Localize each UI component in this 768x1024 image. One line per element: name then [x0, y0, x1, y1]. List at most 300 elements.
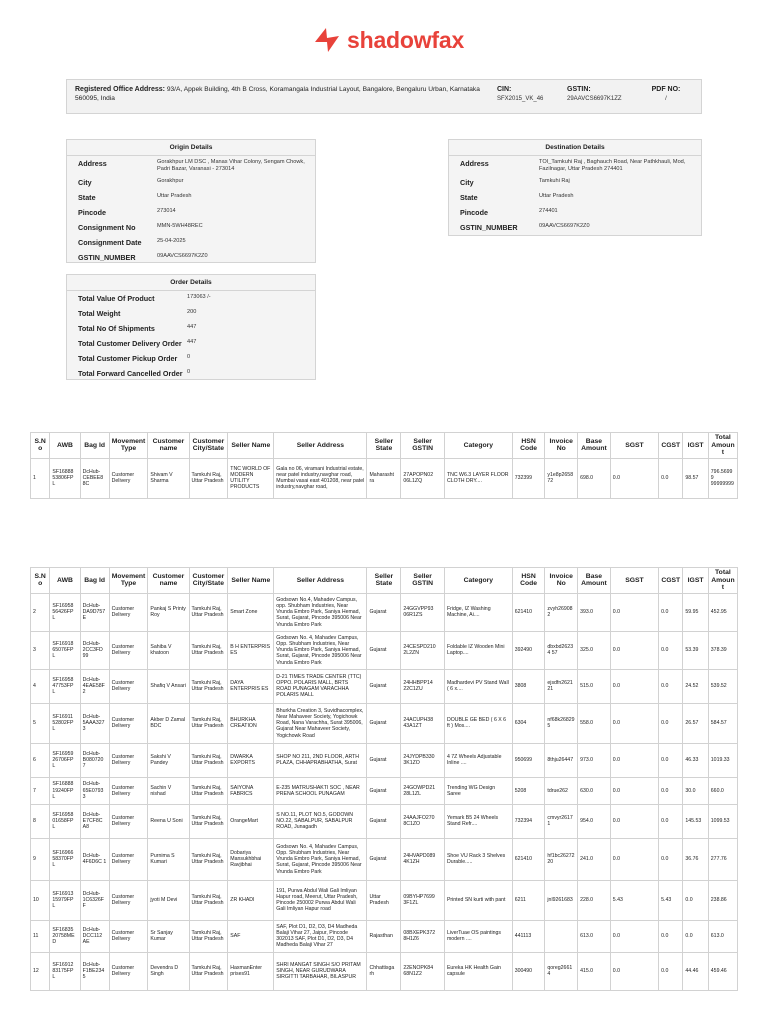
destination-row-value: TOI_Tamkuhi Raj , Baghauch Road, Near Pathkhauli, Mod, Fazilnagar, Uttar Pradesh 274401	[539, 159, 686, 172]
column-header-sno: S.No	[31, 568, 50, 594]
cell-sno: 12	[31, 952, 50, 990]
cell-total-amount: 584.57	[708, 703, 737, 743]
cell-category: Foldable IZ Wooden Mini Laptop....	[444, 631, 512, 669]
cell-invoice-no: dbxbd26234 57	[545, 631, 578, 669]
cell-base-amount: 954.0	[578, 804, 611, 838]
origin-row-value: MMN-5WH48REC	[157, 223, 203, 229]
destination-row-label: GSTIN_NUMBER	[460, 223, 518, 232]
cell-cgst: 0.0	[659, 458, 683, 498]
cell-bag-id: DcHub-DCC112 AE	[80, 920, 109, 952]
column-header-igst: IGST	[683, 433, 708, 459]
cell-sno: 7	[31, 777, 50, 804]
origin-row-value: Uttar Pradesh	[157, 193, 192, 199]
column-header-invoice-no: Invoice No	[545, 433, 578, 459]
cell-hsn-code: 3808	[512, 669, 545, 703]
gstin-block	[567, 86, 622, 103]
cell-total-amount: 238.86	[708, 880, 737, 920]
cell-base-amount: 393.0	[578, 593, 611, 631]
cell-movement-type: Customer Delivery	[109, 669, 148, 703]
column-header-movement-type: Movement Type	[109, 568, 148, 594]
destination-row-label: Address	[460, 159, 489, 168]
cell-bag-id: DcHub-1C6326F F	[80, 880, 109, 920]
cell-seller-name: DWARKA EXPORTS	[228, 743, 274, 777]
origin-row-value: Gorakhpur LM DSC , Manas Vihar Colony, Sengam Chowk, Padri Bazar, Varanasi - 273014	[157, 159, 305, 172]
cell-bag-id: DcHub-DA9D757 E	[80, 593, 109, 631]
column-header-base-amount: Base Amount	[578, 433, 611, 459]
cell-customer-name: Reena U Soni	[148, 804, 189, 838]
cell-bag-id: DcHub-2CC3FD 99	[80, 631, 109, 669]
cell-sgst: 0.0	[610, 593, 658, 631]
cell-customer-name: Sakshi V Pandey	[148, 743, 189, 777]
cell-igst: 44.46	[683, 952, 708, 990]
table-row	[31, 777, 738, 804]
cell-movement-type: Customer Delivery	[109, 804, 148, 838]
gstin-label: GSTIN:	[567, 86, 591, 93]
cell-customer-city: Tamkuhi Raj, Uttar Pradesh	[189, 880, 228, 920]
cell-sno: 11	[31, 920, 50, 952]
cell-category: Trending WG Design Saree	[444, 777, 512, 804]
column-header-cgst: CGST	[659, 433, 683, 459]
cell-seller-state: Gujarat	[367, 838, 401, 880]
order-row-value: 0	[187, 369, 191, 375]
cell-awb: SF16918 65076FP L	[50, 631, 80, 669]
order-row	[67, 306, 315, 321]
cell-seller-address: SAF, Plot D1, D2, D3, D4 Madheda Balaji Vihar 27, Jaipur, Pincode 302013 SAF, Plot D1, D2, D3, D4 Madheda Balaji Vihar 27	[274, 920, 367, 952]
column-header-bag-id: Bag Id	[80, 568, 109, 594]
column-header-seller-address: Seller Address	[274, 433, 367, 459]
cell-movement-type: Customer Delivery	[109, 458, 148, 498]
cell-seller-address: Gala no 06, viramani Industrial estate, near patel industry,navghar road, Mumbai vasai east 401208, near patel industry,navghar road,	[274, 458, 367, 498]
cell-customer-name: Devendra D Singh	[148, 952, 189, 990]
cell-sgst: 0.0	[610, 703, 658, 743]
cell-seller-gstin: 24ACUPH38 43A1ZT	[401, 703, 445, 743]
destination-row-value: 274401	[539, 208, 558, 214]
cell-invoice-no: tdrue262	[545, 777, 578, 804]
cell-seller-gstin: 24CESPD210 2L2ZN	[401, 631, 445, 669]
cell-sgst: 0.0	[610, 838, 658, 880]
destination-row	[449, 190, 701, 205]
cell-invoice-no: y1e8p2658 72	[545, 458, 578, 498]
cell-seller-address: 191, Purwa Abdul Wali Gali Imliyan Hapur road, Meerut, Uttar Pradesh, Pincode 250002 Purwa Abdul Wali Gali Imliyan Hapur road	[274, 880, 367, 920]
cell-seller-gstin: 22ENOPK84 68N1Z2	[401, 952, 445, 990]
cell-igst: 59.95	[683, 593, 708, 631]
cell-awb: SF16966 58370FP L	[50, 838, 80, 880]
origin-row-label: Address	[78, 159, 107, 168]
order-row-value: 200	[187, 309, 197, 315]
registered-address-value: 93/A, Appek Building, 4th B Cross, Koramangala Industrial Layout, Bangalore, Bengaluru Urban, Karnataka 560095, India	[75, 86, 480, 102]
cell-seller-name: DAYA ENTERPRIS ES	[228, 669, 274, 703]
cell-customer-city: Tamkuhi Raj, Uttar Pradesh	[189, 703, 228, 743]
brand-name: shadowfax	[347, 26, 465, 53]
cell-base-amount: 698.0	[578, 458, 611, 498]
order-row	[67, 366, 315, 381]
cell-bag-id: DcHub-4EAE58F 2	[80, 669, 109, 703]
cell-seller-address: S NO.11, PLOT NO.5, GODOWN NO.22, SABALPUR, SABALPUR ROAD, Junagadh	[274, 804, 367, 838]
cell-category: Shoe VU Rack 3 Shelves Durable.....	[444, 838, 512, 880]
column-header-customer-city: Customer City/State	[189, 433, 228, 459]
cell-seller-name: SAF	[228, 920, 274, 952]
cell-base-amount: 558.0	[578, 703, 611, 743]
cell-invoice-no	[545, 920, 578, 952]
cell-seller-name: Dobariya Mansukhbhai Ravjibhai	[228, 838, 274, 880]
origin-row	[67, 220, 315, 235]
cell-customer-city: Tamkuhi Raj, Uttar Pradesh	[189, 777, 228, 804]
order-row	[67, 291, 315, 306]
origin-row-value: 273014	[157, 208, 176, 214]
cell-customer-name: Sachin V nishad	[148, 777, 189, 804]
cell-customer-city: Tamkuhi Raj, Uttar Pradesh	[189, 669, 228, 703]
cell-awb: SF16959 26706FP L	[50, 743, 80, 777]
cell-seller-state: Gujarat	[367, 593, 401, 631]
cell-seller-state: Uttar Pradesh	[367, 880, 401, 920]
cell-bag-id: DcHub-B080720 7	[80, 743, 109, 777]
column-header-category: Category	[444, 433, 512, 459]
cell-total-amount: 613.0	[708, 920, 737, 952]
cell-seller-state: Gujarat	[367, 777, 401, 804]
order-row	[67, 321, 315, 336]
table-row	[31, 880, 738, 920]
cell-seller-address: Godsown No.4, Mahadev Campus, opp. Shubham Industries, Near Vrunda Embro Park, Saniya Hemad, Surat, Gujarat, Pincode 395006 Near Vrunda Embro Park	[274, 593, 367, 631]
cell-customer-city: Tamkuhi Raj, Uttar Pradesh	[189, 804, 228, 838]
cell-cgst: 0.0	[659, 838, 683, 880]
cell-sgst: 0.0	[610, 458, 658, 498]
table-row	[31, 920, 738, 952]
column-header-seller-gstin: Seller GSTIN	[401, 433, 445, 459]
order-row-label: Total Weight	[78, 309, 121, 318]
cell-sno: 2	[31, 593, 50, 631]
cell-bag-id: DcHub-4F6D6C 1	[80, 838, 109, 880]
cell-seller-state: Gujarat	[367, 804, 401, 838]
cell-customer-name: Purnima S Kumari	[148, 838, 189, 880]
cell-seller-gstin: 24GGVPP93 06R1ZS	[401, 593, 445, 631]
cell-total-amount: 1019.33	[708, 743, 737, 777]
table-row	[31, 458, 738, 498]
column-header-bag-id: Bag Id	[80, 433, 109, 459]
cell-seller-state: Gujarat	[367, 703, 401, 743]
origin-row-label: Pincode	[78, 208, 106, 217]
cell-movement-type: Customer Delivery	[109, 777, 148, 804]
cell-sno: 5	[31, 703, 50, 743]
cell-bag-id: DcHub-CEBEE8 8C	[80, 458, 109, 498]
origin-row-label: City	[78, 178, 92, 187]
cell-hsn-code: 441113	[512, 920, 545, 952]
shipments-table-1	[30, 432, 738, 499]
cell-awb: SF16835 20758ME D	[50, 920, 80, 952]
cell-awb: SF16958 01658FP L	[50, 804, 80, 838]
table-row	[31, 743, 738, 777]
table-header-row	[31, 433, 738, 459]
column-header-movement-type: Movement Type	[109, 433, 148, 459]
cell-movement-type: Customer Delivery	[109, 703, 148, 743]
order-row-label: Total Customer Pickup Order	[78, 354, 178, 363]
cell-awb: SF16913 15979FP L	[50, 880, 80, 920]
cell-awb: SF16911 52802FP L	[50, 703, 80, 743]
cell-base-amount: 325.0	[578, 631, 611, 669]
order-row-value: 447	[187, 324, 197, 330]
column-header-total-amount: Total Amount	[708, 568, 737, 594]
cell-base-amount: 415.0	[578, 952, 611, 990]
cell-bag-id: DcHub-65E0793 3	[80, 777, 109, 804]
origin-row-label: GSTIN_NUMBER	[78, 253, 136, 262]
pdf-value: /	[665, 95, 667, 102]
cell-awb: SF16958 47753FP L	[50, 669, 80, 703]
cin-label: CIN:	[497, 86, 512, 93]
cell-seller-state: Rajasthan	[367, 920, 401, 952]
origin-row	[67, 235, 315, 250]
column-header-seller-name: Seller Name	[228, 433, 274, 459]
cell-cgst: 0.0	[659, 920, 683, 952]
cell-invoice-no: 8thju26447	[545, 743, 578, 777]
cell-cgst: 0.0	[659, 952, 683, 990]
cell-invoice-no: ejsdfn2621 21	[545, 669, 578, 703]
column-header-customer-name: Customer name	[148, 568, 189, 594]
destination-row	[449, 220, 701, 235]
table-row	[31, 669, 738, 703]
cell-invoice-no: jnl9261683	[545, 880, 578, 920]
origin-row	[67, 175, 315, 190]
cell-base-amount: 241.0	[578, 838, 611, 880]
gstin-value: 29AAVCS6697K1ZZ	[567, 95, 622, 102]
cell-seller-state: Maharasht ra	[367, 458, 401, 498]
cell-category: DOUBLE GE BED ( 6 X 6 ft ) Mos....	[444, 703, 512, 743]
origin-details-box	[66, 139, 316, 263]
origin-row-label: State	[78, 193, 96, 202]
cell-seller-gstin: 27APOPN02 06L1ZQ	[401, 458, 445, 498]
cell-invoice-no: cmvyr2617 1	[545, 804, 578, 838]
cell-igst: 24.52	[683, 669, 708, 703]
cell-igst: 0.0	[683, 920, 708, 952]
cell-customer-city: Tamkuhi Raj, Uttar Pradesh	[189, 920, 228, 952]
cell-hsn-code: 6304	[512, 703, 545, 743]
destination-row	[449, 175, 701, 190]
column-header-customer-city: Customer City/State	[189, 568, 228, 594]
shadowfax-logo-icon	[312, 25, 342, 55]
cell-cgst: 5.43	[659, 880, 683, 920]
cell-seller-address: SHRI MANGAT SINGH S/O PRITAM SINGH, NEAR GURUDWARA SIRGITTI TARBAHAR, BILASPUR	[274, 952, 367, 990]
registered-address	[75, 86, 495, 103]
column-header-total-amount: Total Amount	[708, 433, 737, 459]
origin-row-value: 25-04-2025	[157, 238, 186, 244]
cell-awb: SF16888 53806FP L	[50, 458, 80, 498]
column-header-invoice-no: Invoice No	[545, 568, 578, 594]
order-row	[67, 336, 315, 351]
cell-seller-address: D-21 TIMES TRADE CENTER (TTC) OPPO. POLARIS MALL, BRTS ROAD PUNAGAM VARACHHA POLARIS MALL	[274, 669, 367, 703]
cell-sno: 8	[31, 804, 50, 838]
cell-seller-gstin: 08BXEPK372 8H1Z6	[401, 920, 445, 952]
cell-base-amount: 973.0	[578, 743, 611, 777]
cell-base-amount: 228.0	[578, 880, 611, 920]
table-row	[31, 952, 738, 990]
cell-seller-gstin: 09BYHP7699 3F1ZL	[401, 880, 445, 920]
column-header-awb: AWB	[50, 568, 80, 594]
origin-row-value: Gorakhpur	[157, 178, 184, 184]
cell-awb: SF16912 83175FP L	[50, 952, 80, 990]
cell-cgst: 0.0	[659, 743, 683, 777]
registered-office-box	[66, 79, 702, 114]
shipments-table-2	[30, 567, 738, 991]
cell-customer-name: Akber D Zamal BDC	[148, 703, 189, 743]
table-row	[31, 838, 738, 880]
cell-awb: SF16888 19240FP L	[50, 777, 80, 804]
destination-row-label: Pincode	[460, 208, 488, 217]
cell-total-amount: 660.0	[708, 777, 737, 804]
cell-sno: 1	[31, 458, 50, 498]
cell-customer-name: Shivam V Sharma	[148, 458, 189, 498]
cell-seller-name: SAIYONA FABRICS	[228, 777, 274, 804]
origin-row	[67, 156, 315, 175]
pdf-label: PDF NO:	[651, 86, 681, 93]
column-header-seller-state: Seller State	[367, 568, 401, 594]
table-row	[31, 804, 738, 838]
cell-customer-city: Tamkuhi Raj, Uttar Pradesh	[189, 838, 228, 880]
cell-sgst: 0.0	[610, 952, 658, 990]
cell-seller-state: Gujarat	[367, 669, 401, 703]
cell-category: Yemark B5 24 Wheels Stand Refr....	[444, 804, 512, 838]
cell-cgst: 0.0	[659, 777, 683, 804]
cell-hsn-code: 5208	[512, 777, 545, 804]
destination-row-value: Uttar Pradesh	[539, 193, 574, 199]
cell-category: 4 7Z Wheels Adjustable Inline ....	[444, 743, 512, 777]
cell-sno: 4	[31, 669, 50, 703]
origin-row	[67, 205, 315, 220]
destination-row-value: Tamkuhi Raj	[539, 178, 570, 184]
column-header-customer-name: Customer name	[148, 433, 189, 459]
table-header-row	[31, 568, 738, 594]
cell-seller-name: OrangeMart	[228, 804, 274, 838]
cell-total-amount: 796.56999 99999999	[708, 458, 737, 498]
cell-sgst: 0.0	[610, 669, 658, 703]
cell-seller-address: SHOP NO 211, 2ND FLOOR, ARTH PLAZA, CHHAPRABHATHA, Surat	[274, 743, 367, 777]
cell-igst: 98.57	[683, 458, 708, 498]
order-row-value: 0	[187, 354, 191, 360]
column-header-sgst: SGST	[610, 433, 658, 459]
cell-customer-city: Tamkuhi Raj, Uttar Pradesh	[189, 952, 228, 990]
cell-seller-name: ZR KHADI	[228, 880, 274, 920]
cell-seller-state: Gujarat	[367, 743, 401, 777]
cell-seller-address: Bhurkha Creation 3, Suvidhacomplex, Near Mahaveer Society, Yogichowk Road, Nana Varachha, Surat 395006, Gujarat Near Mahaveer Society, Yogichowk Road	[274, 703, 367, 743]
cell-category: Fridge, IZ Washing Machine, Ai....	[444, 593, 512, 631]
cell-seller-address: E-235 MATRUSHAKTI SOC , NEAR PRENA SCHOOL PUNAGAM	[274, 777, 367, 804]
destination-row-value: 09AAVCS6697K2Z0	[539, 223, 590, 229]
cell-hsn-code: 6211	[512, 880, 545, 920]
destination-row	[449, 205, 701, 220]
cell-hsn-code: 621410	[512, 593, 545, 631]
column-header-sgst: SGST	[610, 568, 658, 594]
order-row-value: 447	[187, 339, 197, 345]
cell-seller-gstin: 24AAJFO270 8C1ZO	[401, 804, 445, 838]
cell-hsn-code: 300490	[512, 952, 545, 990]
cell-seller-name: BHURKHA CREATION	[228, 703, 274, 743]
order-row-label: Total Forward Cancelled Order	[78, 369, 183, 378]
cell-base-amount: 515.0	[578, 669, 611, 703]
cell-sgst: 0.0	[610, 743, 658, 777]
cell-seller-name: HaxmanEnter prises91	[228, 952, 274, 990]
cell-customer-city: Tamkuhi Raj, Uttar Pradesh	[189, 458, 228, 498]
cell-hsn-code: 621410	[512, 838, 545, 880]
cell-category: Printed SN kurti with pant	[444, 880, 512, 920]
cell-seller-gstin: 24GOWPD21 28L1ZL	[401, 777, 445, 804]
column-header-seller-name: Seller Name	[228, 568, 274, 594]
destination-row-label: State	[460, 193, 478, 202]
column-header-cgst: CGST	[659, 568, 683, 594]
cell-cgst: 0.0	[659, 631, 683, 669]
cell-cgst: 0.0	[659, 703, 683, 743]
column-header-hsn-code: HSN Code	[512, 433, 545, 459]
cell-movement-type: Customer Delivery	[109, 838, 148, 880]
cell-customer-name: Sr Sanjay Kumar	[148, 920, 189, 952]
registered-address-label: Registered Office Address:	[75, 86, 165, 93]
cell-customer-name: jyoti M Devi	[148, 880, 189, 920]
order-row-label: Total Customer Delivery Order	[78, 339, 182, 348]
cell-customer-city: Tamkuhi Raj, Uttar Pradesh	[189, 593, 228, 631]
origin-row	[67, 190, 315, 205]
column-header-igst: IGST	[683, 568, 708, 594]
cell-total-amount: 452.95	[708, 593, 737, 631]
cell-base-amount: 630.0	[578, 777, 611, 804]
cell-hsn-code: 392490	[512, 631, 545, 669]
cell-bag-id: DcHub-5AAA327 3	[80, 703, 109, 743]
origin-title: Origin Details	[67, 140, 315, 156]
cell-bag-id: DcHub-E7CF8C A8	[80, 804, 109, 838]
cell-movement-type: Customer Delivery	[109, 920, 148, 952]
cell-sgst: 0.0	[610, 920, 658, 952]
cell-cgst: 0.0	[659, 593, 683, 631]
cell-seller-state: Chhattisga rh	[367, 952, 401, 990]
cell-seller-name: B H ENTERPRIS ES	[228, 631, 274, 669]
cell-invoice-no: zvyh26908 2	[545, 593, 578, 631]
cell-seller-gstin: 24HVAPD089 4K1ZH	[401, 838, 445, 880]
column-header-base-amount: Base Amount	[578, 568, 611, 594]
cell-cgst: 0.0	[659, 669, 683, 703]
cell-igst: 53.39	[683, 631, 708, 669]
origin-row-label: Consignment Date	[78, 238, 142, 247]
cell-seller-name: Smart Zone	[228, 593, 274, 631]
origin-row	[67, 250, 315, 265]
cell-sno: 3	[31, 631, 50, 669]
table-row	[31, 703, 738, 743]
cell-customer-name: Pankaj S Printy Roy	[148, 593, 189, 631]
cell-customer-name: Shafiq V Ansari	[148, 669, 189, 703]
cell-sgst: 0.0	[610, 631, 658, 669]
cell-total-amount: 378.39	[708, 631, 737, 669]
cell-category: Eureka HK Health Gain capsule	[444, 952, 512, 990]
table-row	[31, 593, 738, 631]
cell-igst: 0.0	[683, 880, 708, 920]
table-row	[31, 631, 738, 669]
cin-block	[497, 86, 543, 103]
cell-movement-type: Customer Delivery	[109, 631, 148, 669]
cell-hsn-code: 732394	[512, 804, 545, 838]
cell-sgst: 0.0	[610, 777, 658, 804]
pdf-block	[651, 86, 681, 103]
order-row	[67, 351, 315, 366]
cell-movement-type: Customer Delivery	[109, 743, 148, 777]
cell-category: LiverTuae OS paintings modern ....	[444, 920, 512, 952]
cell-seller-name: TNC WORLD OF MODERN UTILITY PRODUCTS	[228, 458, 274, 498]
cell-total-amount: 539.52	[708, 669, 737, 703]
destination-details-box	[448, 139, 702, 236]
cell-seller-gstin: 24JYDPB330 3K1ZO	[401, 743, 445, 777]
cell-sgst: 5.43	[610, 880, 658, 920]
column-header-awb: AWB	[50, 433, 80, 459]
cell-sgst: 0.0	[610, 804, 658, 838]
order-row-label: Total No Of Shipments	[78, 324, 155, 333]
cell-total-amount: 459.46	[708, 952, 737, 990]
cell-invoice-no: hf1bc26272 20	[545, 838, 578, 880]
cell-category: Madhardevi PV Stand Wall ( 6 x....	[444, 669, 512, 703]
cell-category: TNC W6.3 LAYER FLOOR CLOTH DRY....	[444, 458, 512, 498]
cell-awb: SF16958 56426FP L	[50, 593, 80, 631]
